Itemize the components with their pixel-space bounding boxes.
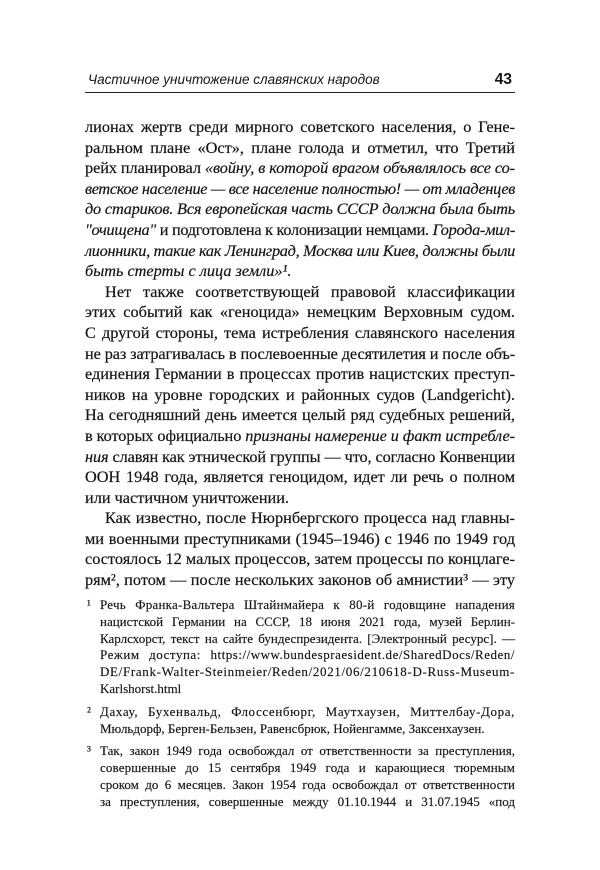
paragraph	[85, 282, 515, 509]
text-line	[85, 323, 515, 344]
line-text: Речь Франка-Вальтера Штайнмайера к 80-й годовщине нападения	[100, 597, 516, 612]
line-text: Карлсхорст, текст на сайте бундеспрезидента. [Электронный ресурс]. —	[100, 630, 515, 646]
line-text: Мюльдорф, Берген-Бельзен, Равенсбрюк, Нойенгамме, Заксенхаузен.	[100, 720, 485, 736]
footnote-text	[100, 597, 515, 698]
footnote	[85, 704, 515, 738]
emphasized-text: быть стерты с лица земли»¹.	[85, 261, 292, 281]
line-text	[85, 241, 515, 262]
text-line	[100, 760, 515, 777]
line-text: Karlshorst.html	[100, 680, 182, 696]
text-line	[100, 704, 515, 721]
line-text	[85, 447, 515, 468]
line-text: состоялось 12 малых процессов, затем процессы по концлаге-	[85, 549, 516, 569]
text-segment: славян как этнической группы — что, согласно Конвенции	[108, 446, 515, 466]
line-text: за преступления, совершенные между 01.10.1944 и 31.07.1945 «под	[100, 793, 515, 809]
emphasized-text: до стариков. Вся европейская часть СССР должна была быть	[85, 199, 515, 219]
line-text: ников на уровне городских и районных судов (Landgericht).	[85, 384, 515, 404]
text-line	[100, 614, 515, 631]
emphasized-text: «войну, в которой врагом объявлялось все со-	[204, 158, 516, 178]
text-line	[100, 647, 515, 664]
line-text	[85, 158, 515, 179]
footnotes	[85, 597, 515, 817]
text-line	[85, 117, 515, 138]
text-line	[85, 241, 515, 262]
text-line	[100, 681, 515, 698]
text-line	[85, 199, 515, 220]
text-line	[85, 302, 515, 323]
running-header	[88, 70, 512, 90]
running-title: Частичное уничтожение славянских народов	[88, 72, 380, 87]
footnote	[85, 597, 515, 698]
emphasized-text: Города-мил-	[432, 219, 516, 239]
line-text: этих событий как «геноцида» немецким Верховным судом.	[85, 302, 515, 322]
emphasized-text: "очищена"	[85, 219, 156, 239]
text-line	[100, 794, 515, 811]
paragraph	[85, 117, 515, 282]
line-text: Дахау, Бухенвальд, Флоссенбюрг, Маутхаузен, Миттелбау-Дора,	[100, 703, 516, 719]
emphasized-text: ния	[85, 446, 109, 466]
line-text: рям², потом — после нескольких законов об амнистии³ — эту	[85, 570, 515, 590]
text-line	[85, 508, 515, 529]
text-line	[85, 261, 515, 282]
line-text: ООН 1948 года, является геноцидом, идет ли речь о полном	[85, 467, 515, 487]
text-line	[85, 282, 515, 303]
line-text: лионах жертв среди мирного советского населения, о Гене-	[85, 117, 515, 136]
paragraph	[85, 508, 515, 590]
text-segment: и подготовлена к колонизации немцами.	[155, 219, 433, 239]
line-text: совершенные до 15 сентября 1949 года и карающиеся тюремным	[100, 760, 515, 776]
header-rule	[85, 92, 515, 93]
line-text: нацистской Германии на СССР, 18 июня 2021 года, музей Берлин-	[100, 613, 515, 629]
line-text: не раз затрагивалась в послевоенные десятилетия и после объ-	[85, 343, 516, 363]
page-number: 43	[494, 71, 512, 88]
main-text	[85, 117, 515, 591]
text-segment: в которых официально	[85, 425, 246, 445]
footnote	[85, 743, 515, 810]
line-text	[85, 220, 515, 241]
footnote-marker: ²	[87, 703, 91, 719]
text-line	[85, 405, 515, 426]
line-text	[85, 426, 515, 447]
line-text: На сегодняшний день имеется целый ряд судебных решений,	[85, 405, 515, 425]
text-line	[100, 743, 515, 760]
line-text: DE/Frank-Walter-Steinmeier/Reden/2021/06/210618-D-Russ-Museum-	[100, 664, 515, 680]
line-text: сроком до 6 месяцев. Закон 1954 года освобождал от ответственности	[100, 776, 515, 792]
text-line	[85, 488, 515, 509]
emphasized-text: лионники, такие как Ленинград, Москва или Киев, должны были	[85, 240, 516, 260]
line-text: Как известно, после Нюрнбергского процесса над главны-	[105, 508, 515, 528]
text-line	[100, 777, 515, 794]
footnote-text	[100, 743, 515, 810]
text-line	[85, 220, 515, 241]
line-text: ральном плане «Ост», плане голода и отметил, что Третий	[85, 137, 515, 157]
text-line	[100, 597, 515, 614]
line-text	[85, 261, 291, 282]
footnote-marker: ¹	[87, 597, 91, 612]
emphasized-text: признаны намерение и факт истребле-	[245, 425, 515, 445]
line-text: С другой стороны, тема истребления славянского населения	[85, 322, 515, 342]
line-text: Нет также соответствующей правовой классификации	[105, 281, 516, 301]
text-line	[85, 138, 515, 159]
emphasized-text: ветское население — все население полностью! — от младенцев	[85, 178, 515, 198]
line-text: единения Германии в процессах против нацистских преступ-	[85, 364, 515, 384]
text-segment: рейх планировал	[85, 158, 205, 178]
text-line	[85, 344, 515, 365]
line-text: Режим доступа: https://www.bundespraesident.de/SharedDocs/Reden/	[100, 647, 515, 663]
text-line	[85, 447, 515, 468]
line-text: ми военными преступниками (1945–1946) с 1946 по 1949 год	[85, 528, 515, 548]
text-line	[85, 426, 515, 447]
line-text	[85, 199, 515, 220]
text-line	[85, 570, 515, 591]
text-line	[85, 549, 515, 570]
footnote-text	[100, 704, 515, 738]
text-line	[85, 364, 515, 385]
text-line	[85, 158, 515, 179]
text-line	[100, 721, 515, 738]
line-text: или частичном уничтожении.	[85, 487, 290, 507]
line-text	[85, 179, 515, 200]
text-line	[85, 529, 515, 550]
footnote-marker: ³	[87, 743, 91, 759]
text-line	[85, 467, 515, 488]
line-text: Так, закон 1949 года освобождал от ответственности за преступления,	[100, 743, 515, 759]
text-line	[85, 179, 515, 200]
text-line	[100, 631, 515, 648]
text-line	[100, 664, 515, 681]
text-line	[85, 385, 515, 406]
